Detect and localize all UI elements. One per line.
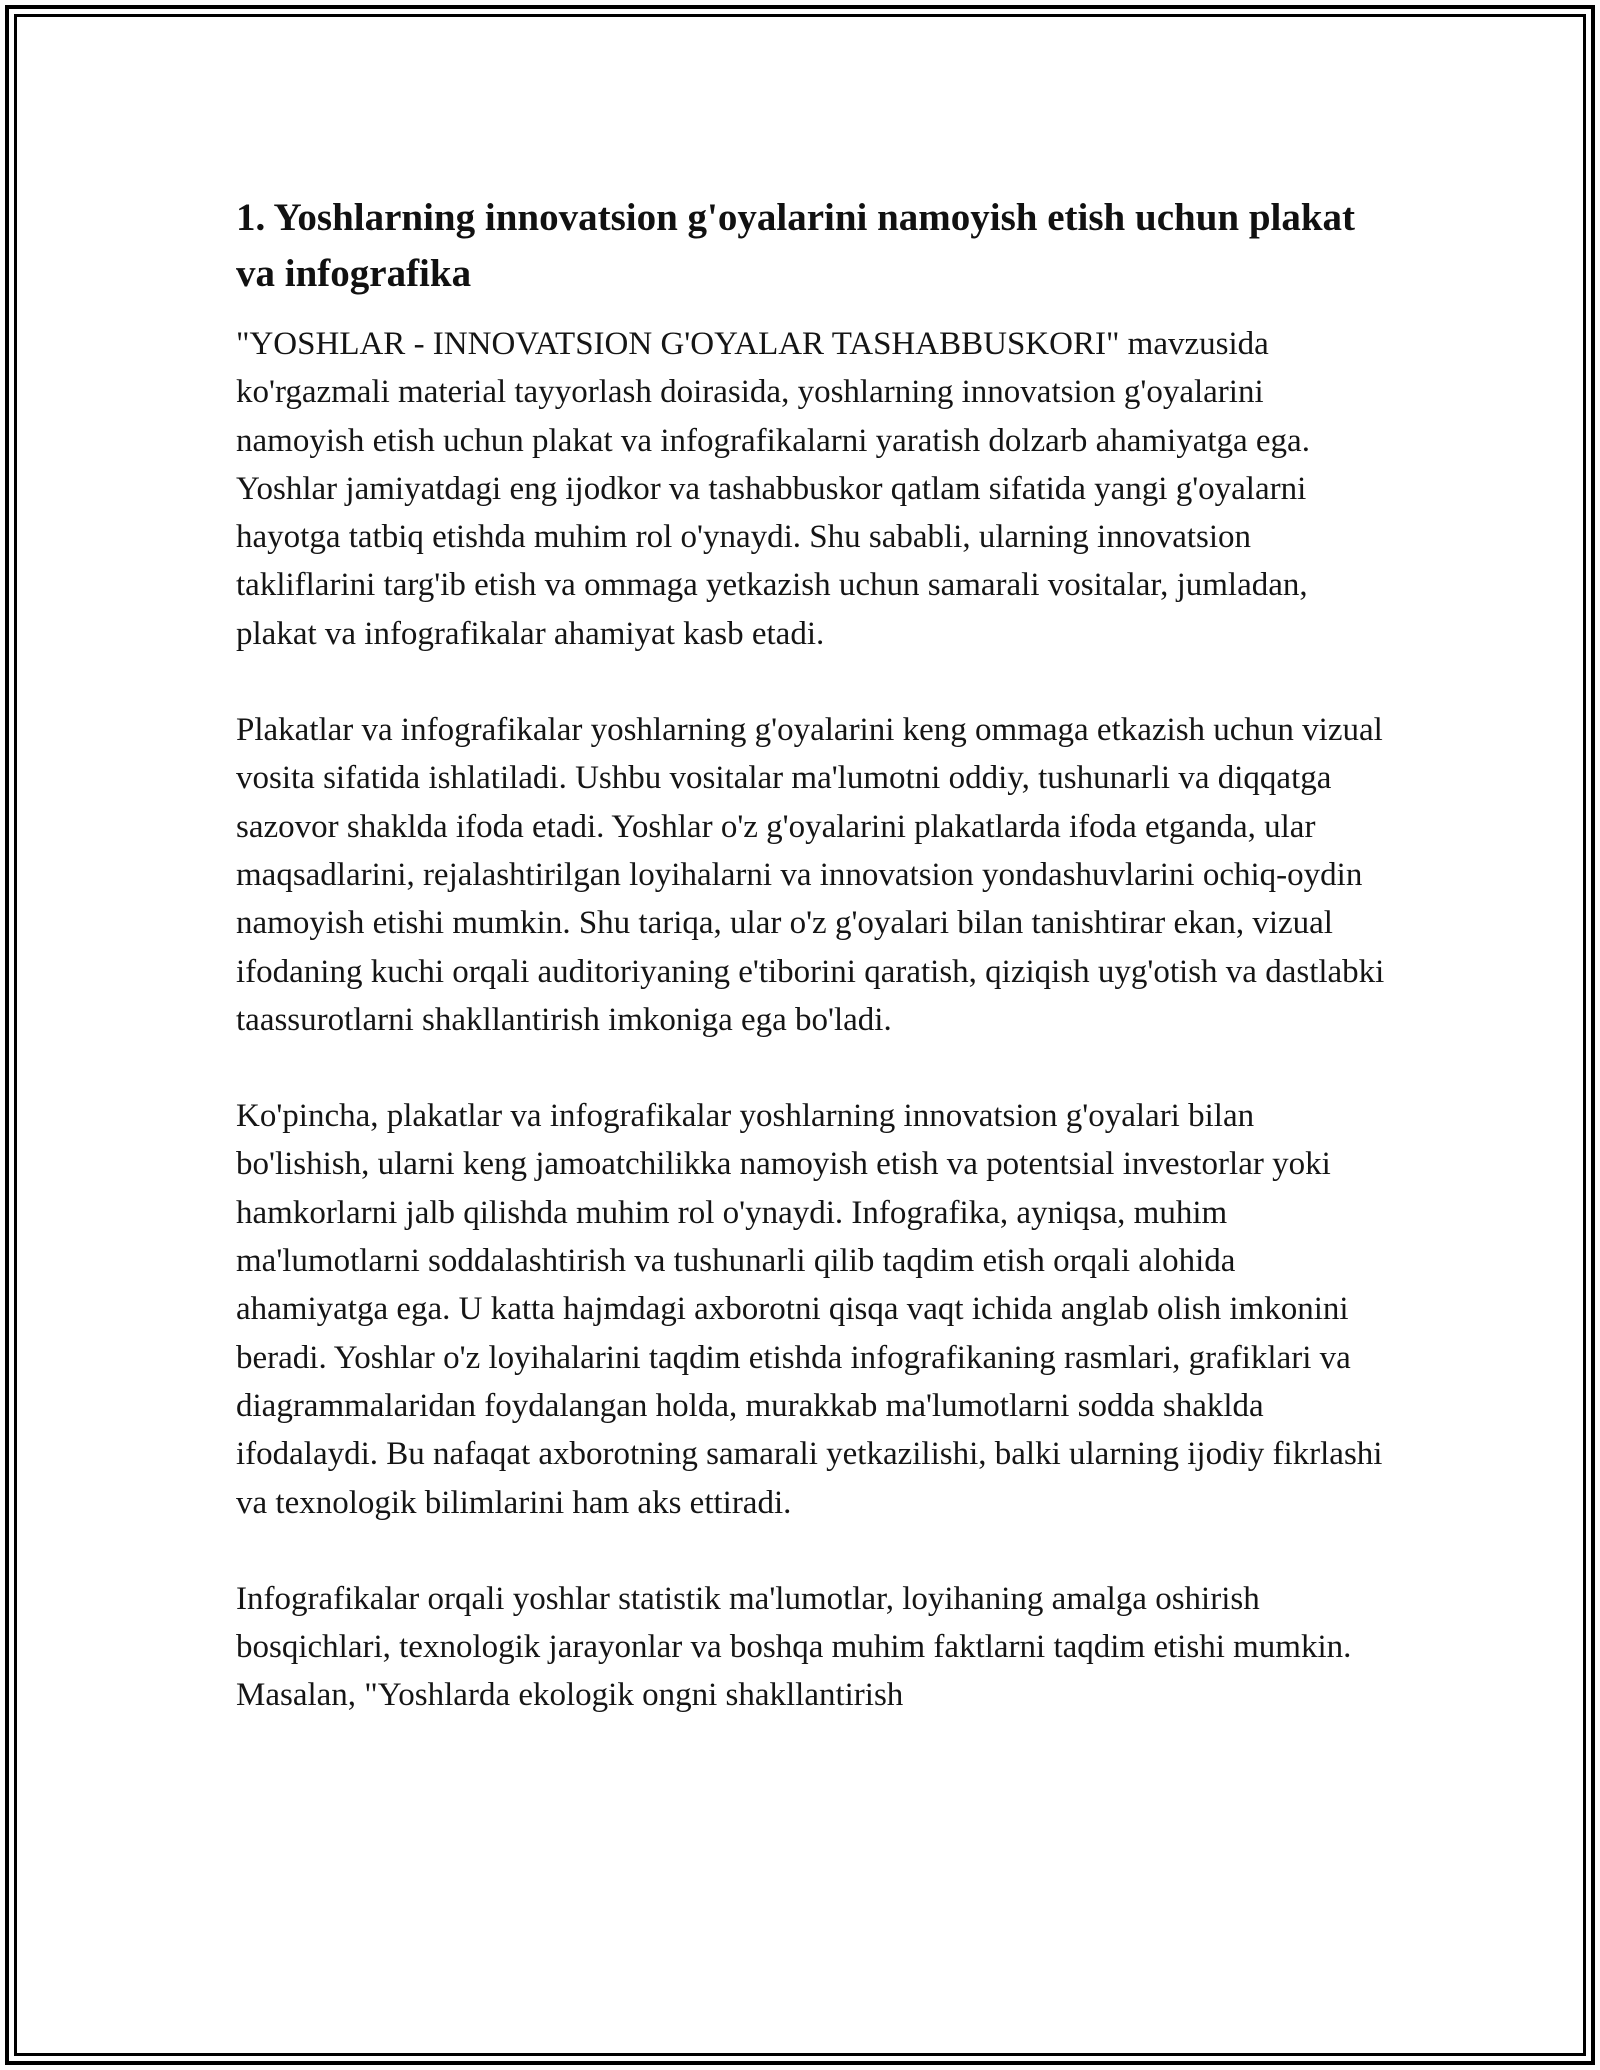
paragraph-3: Ko'pincha, plakatlar va infografikalar yoshlarning innovatsion g'oyalari bilan bo'lishish, ularni keng jamoatchilikka namoyish etish va potentsial investorlar yoki hamkorlarni jalb qilishda muhim rol o'ynaydi. Infografika, ayniqsa, muhim ma'lumotlarni soddalashtirish va tushunarli qilib taqdim etish orqali alohida ahamiyatga ega. U katta hajmdagi axborotni qisqa vaqt ichida anglab olish imkonini beradi. Yoshlar o'z loyihalarini taqdim etishda infografikaning rasmlari, grafiklari va diagrammalaridan foydalangan holda, murakkab ma'lumotlarni sodda shaklda ifodalaydi. Bu nafaqat axborotning samarali yetkazilishi, balki ularning ijodiy fikrlashi va texnologik bilimlarini ham aks ettiradi. — [236, 1098, 1383, 1521]
paragraph-2: Plakatlar va infografikalar yoshlarning g'oyalarini keng ommaga etkazish uchun vizual vosita sifatida ishlatiladi. Ushbu vositalar ma'lumotni oddiy, tushunarli va diqqatga sazovor shaklda ifoda etadi. Yoshlar o'z g'oyalarini plakatlarda ifoda etganda, ular maqsadlarini, rejalashtirilgan loyihalarni va innovatsion yondashuvlarini ochiq-oydin namoyish etishi mumkin. Shu tariqa, ular o'z g'oyalari bilan tanishtirar ekan, vizual ifodaning kuchi orqali auditoriyaning e'tiborini qaratish, qiziqish uyg'otish va dastlabki taassurotlarni shakllantirish imkoniga ega bo'ladi. — [236, 712, 1385, 1038]
document-body — [236, 190, 1386, 1768]
section-heading: 1. Yoshlarning innovatsion g'oyalarini namoyish etish uchun plakat va infografika — [236, 196, 1356, 295]
paragraph-1: "YOSHLAR - INNOVATSION G'OYALAR TASHABBUSKORI" mavzusida ko'rgazmali material tayyorlash doirasida, yoshlarning innovatsion g'oyalarini namoyish etish uchun plakat va infografikalarni yaratish dolzarb ahamiyatga ega. Yoshlar jamiyatdagi eng ijodkor va tashabbuskor qatlam sifatida yangi g'oyalarni hayotga tatbiq etishda muhim rol o'ynaydi. Shu sababli, ularning innovatsion takliflarini targ'ib etish va ommaga yetkazish uchun samarali vositalar, jumladan, plakat va infografikalar ahamiyat kasb etadi. — [236, 326, 1310, 652]
paragraph-4: Infografikalar orqali yoshlar statistik ma'lumotlar, loyihaning amalga oshirish bosqichlari, texnologik jarayonlar va boshqa muhim faktlarni taqdim etishi mumkin. Masalan, "Yoshlarda ekologik ongni shakllantirish — [236, 1580, 1352, 1714]
